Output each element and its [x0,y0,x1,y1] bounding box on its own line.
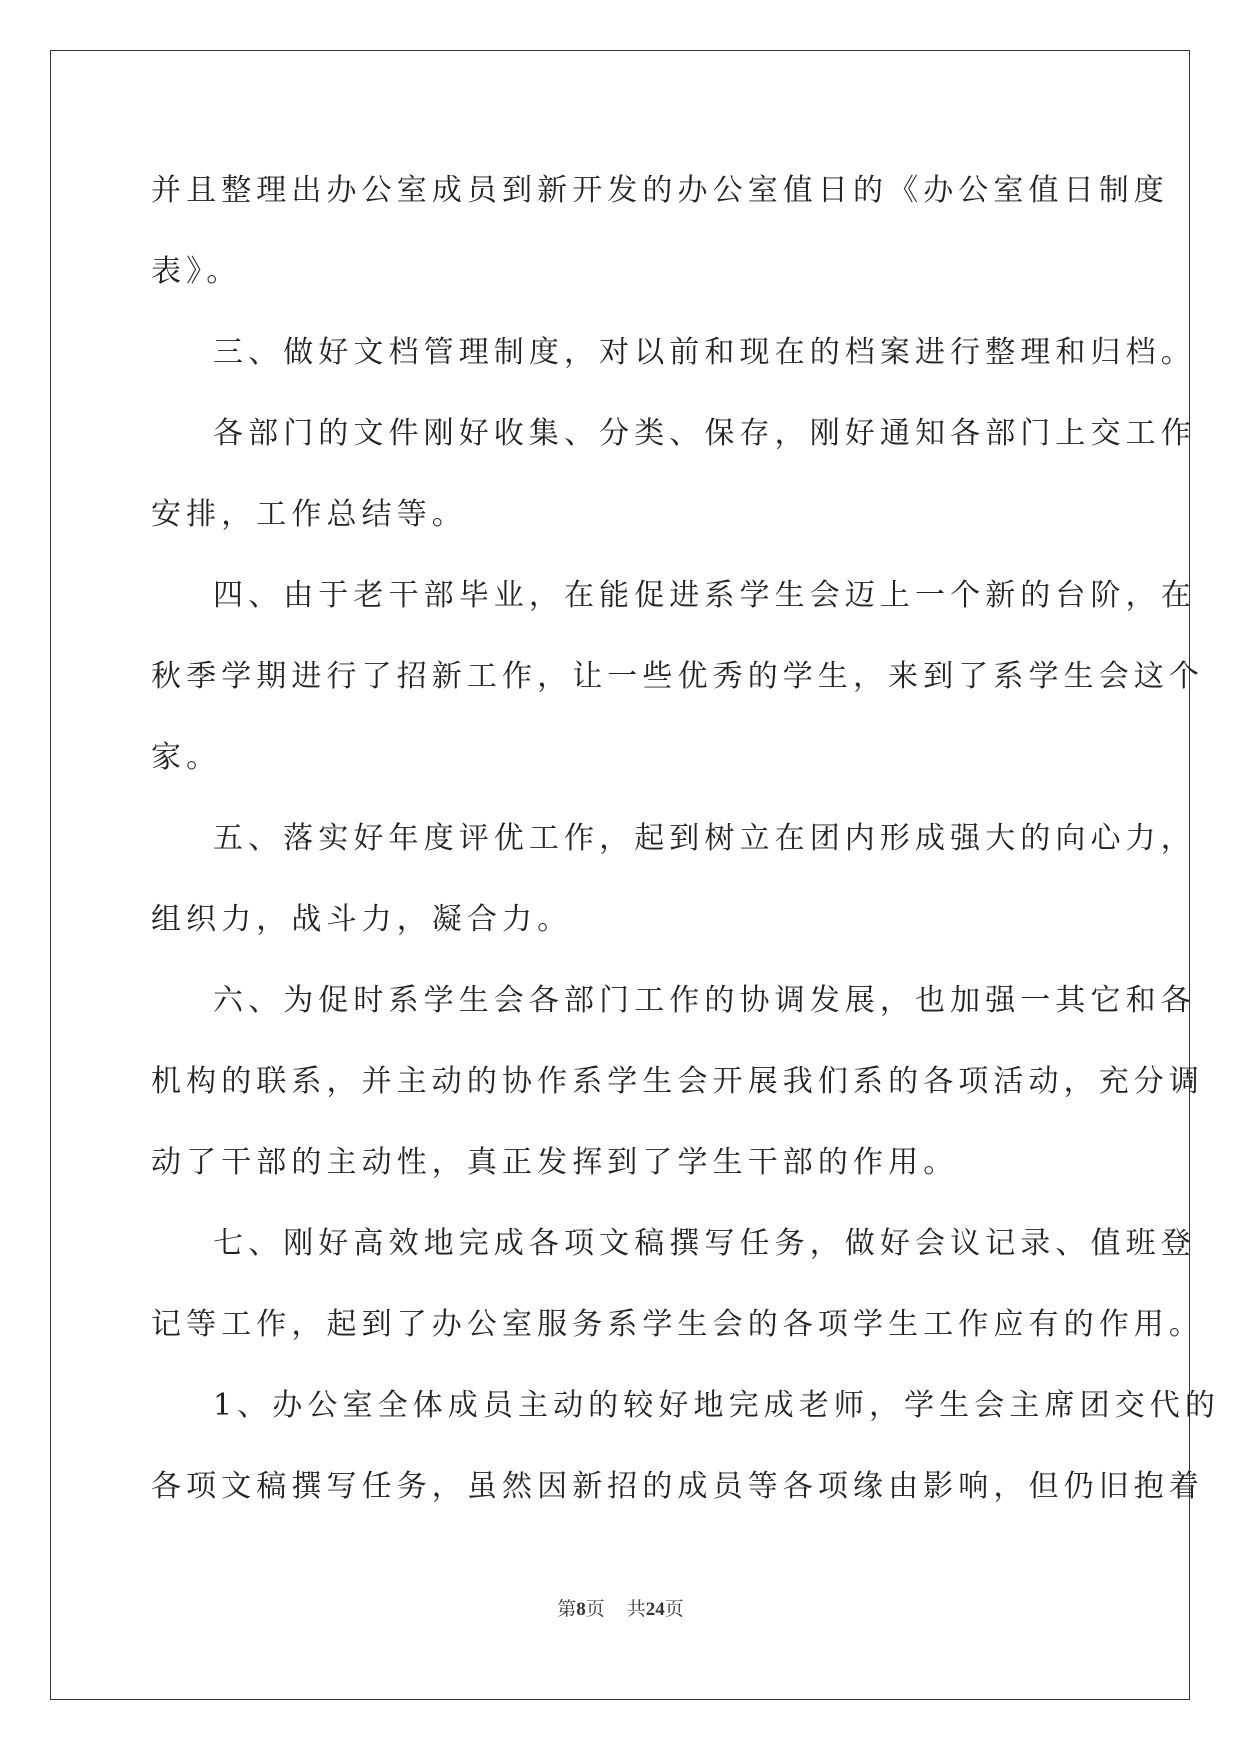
document-body [151,160,1220,1537]
page-footer [0,1594,1241,1621]
page-suffix: 页 [585,1599,605,1620]
page-prefix: 第 [557,1599,577,1620]
text-line: 家。 [151,740,222,775]
text-line: 各部门的文件刚好收集、分类、保存，刚好通知各部门上交工作 [213,416,1196,451]
total-prefix: 共 [626,1599,646,1620]
text-line: 六、为促时系学生会各部门工作的协调发展，也加强一其它和各 [213,983,1196,1018]
text-line: 七、刚好高效地完成各项文稿撰写任务，做好会议记录、值班登 [213,1226,1196,1261]
total-pages: 24 [645,1599,665,1620]
text-line: 动了干部的主动性，真正发挥到了学生干部的作用。 [151,1145,959,1180]
text-line: 四、由于老干部毕业，在能促进系学生会迈上一个新的台阶，在 [213,578,1196,613]
text-line: 记等工作，起到了办公室服务系学生会的各项学生工作应有的作用。 [151,1307,1204,1342]
total-suffix: 页 [664,1599,684,1620]
text-line: 组织力，战斗力，凝合力。 [151,902,573,937]
text-line: 三、做好文档管理制度，对以前和现在的档案进行整理和归档。 [213,335,1196,370]
text-line: 五、落实好年度评优工作，起到树立在团内形成强大的向心力， [213,821,1196,856]
text-line: 1、办公室全体成员主动的较好地完成老师，学生会主席团交代的 [213,1388,1220,1423]
page-number: 8 [576,1599,586,1620]
text-line: 表》。 [151,254,242,289]
text-line: 秋季学期进行了招新工作，让一些优秀的学生，来到了系学生会这个 [151,659,1204,694]
text-line: 机构的联系，并主动的协作系学生会开展我们系的各项活动，充分调 [151,1064,1204,1099]
text-line: 各项文稿撰写任务，虽然因新招的成员等各项缘由影响，但仍旧抱着 [151,1469,1204,1504]
text-line: 安排，工作总结等。 [151,497,467,532]
text-line: 并且整理出办公室成员到新开发的办公室值日的《办公室值日制度 [151,173,1169,208]
